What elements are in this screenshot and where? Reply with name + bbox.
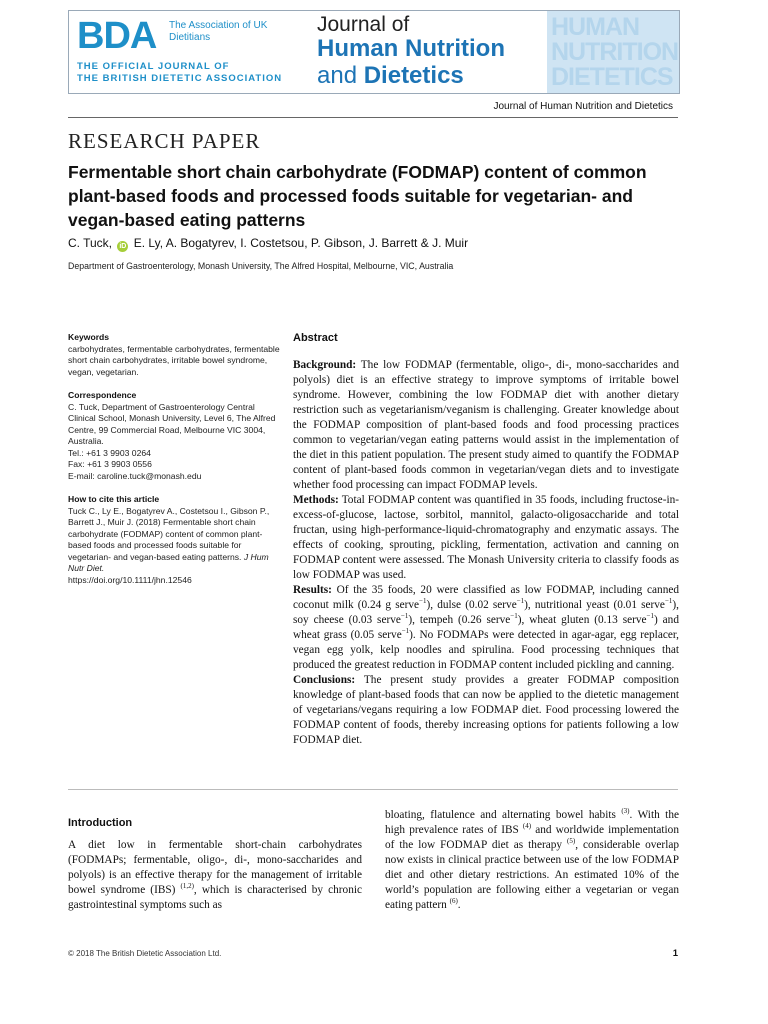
article-sidebar <box>68 332 280 598</box>
abstract-heading: Abstract <box>293 332 338 344</box>
conclusions-label: Conclusions: <box>293 674 356 686</box>
author-rest: E. Ly, A. Bogatyrev, I. Costetsou, P. Gibson, J. Barrett & J. Muir <box>133 236 469 250</box>
abstract-conclusions <box>293 673 679 748</box>
cover-word-2: NUTRITION <box>551 38 679 66</box>
correspondence-email[interactable]: E-mail: caroline.tuck@monash.edu <box>68 470 202 481</box>
journal-wordmark-line-3 <box>317 62 464 90</box>
citation-section <box>68 494 280 586</box>
page-number: 1 <box>672 948 678 959</box>
citation-ref[interactable]: (3) <box>621 807 630 816</box>
superscript: −1 <box>664 597 673 606</box>
citation-body: Tuck C., Ly E., Bogatyrev A., Costetsou I., Gibson P., Barrett J., Muir J. (2018) Fermentable short chain carbohydrate (FODMAP) content of common plant-based foods and processed foods suitable for vegetarian- and vegan-based eating patterns. <box>68 505 270 562</box>
citation-journal: J Hum Nutr Diet. <box>68 551 269 573</box>
running-head: Journal of Human Nutrition and Dietetics <box>493 101 673 112</box>
correspondence-address: C. Tuck, Department of Gastroenterology Central Clinical School, Monash University, Level 6, The Alfred Centre, 99 Commercial Road, Melbourne VIC 3004, Australia. <box>68 401 276 446</box>
body-text: . <box>457 899 461 911</box>
methods-label: Methods: <box>293 494 339 506</box>
section-heading-introduction: Introduction <box>68 817 133 829</box>
body-text: A diet low in fermentable short-chain carbohydrates (FODMAPs; fermentable, oligo-, di-, mono-saccharides and polyols) is an effective therapy for the management of irritable bowel syndrome (IBS) <box>68 839 362 896</box>
superscript: −1 <box>401 627 410 636</box>
author-list <box>68 236 468 252</box>
divider <box>68 117 678 118</box>
correspondence-section <box>68 390 280 482</box>
body-text: , which is characterised by chronic gastrointestinal symptoms such as <box>68 884 363 911</box>
results-text-6: ), wheat gluten (0.13 serve <box>517 614 647 626</box>
results-text-2: ), dulse (0.02 serve <box>426 599 517 611</box>
citation-ref[interactable]: (6) <box>449 897 458 906</box>
background-text: The low FODMAP (fermentable, oligo-, di-, mono-saccharides and polyols) diet is an effective strategy to improve symptoms of irritable bowel syndrome. However, combining the low FODMAP diet with another dietary restriction such as vegetarianism/veganism is challenging. Greater knowledge about the FODMAP composition of plant-based foods and food processing practices common to vegetarian/vegan eating patterns would assist in the implementation of the diet in this patient population. The present study aimed to quantify the FODMAP content of plant-based foods common in vegetarian/vegan diets and to investigate whether food processing can impact FODMAP levels. <box>293 359 679 491</box>
correspondence-fax: Fax: +61 3 9903 0556 <box>68 459 152 469</box>
results-text-1: Of the 35 foods, 20 were classified as low FODMAP, including canned coconut milk (0.24 g serve <box>293 584 680 611</box>
body-column-right <box>385 808 679 913</box>
keywords-text: carbohydrates, fermentable carbohydrates, fermentable short chain carbohydrates, irritable bowel syndrome, vegan, vegetarian. <box>68 343 280 377</box>
correspondence-heading: Correspondence <box>68 390 137 400</box>
results-text-4: ), soy cheese (0.03 serve <box>293 599 679 626</box>
abstract <box>293 331 679 748</box>
results-text-3: ), nutritional yeast (0.01 serve <box>524 599 665 611</box>
footer-copyright: © 2018 The British Dietetic Association Ltd. <box>68 949 222 958</box>
bda-logo: BDA <box>77 15 157 57</box>
correspondence-tel: Tel.: +61 3 9903 0264 <box>68 447 151 458</box>
article-title: Fermentable short chain carbohydrate (FODMAP) content of common plant-based foods and processed foods suitable for vegetarian- and vegan-based eating patterns <box>68 162 647 230</box>
author-first: C. Tuck, <box>68 236 113 250</box>
journal-wordmark-dietetics: Dietetics <box>363 62 464 89</box>
results-label: Results: <box>293 584 332 596</box>
keywords-heading: Keywords <box>68 332 110 342</box>
body-text: . With the high prevalence rates of IBS <box>385 809 679 836</box>
bda-association-name: The Association of UK Dietitians <box>169 20 268 43</box>
journal-banner <box>68 10 680 94</box>
citation-heading: How to cite this article <box>68 494 160 504</box>
results-text-5: ), tempeh (0.26 serve <box>408 614 511 626</box>
superscript: −1 <box>510 612 518 621</box>
article-type: RESEARCH PAPER <box>68 129 261 153</box>
citation-text <box>68 506 280 575</box>
citation-ref[interactable]: (5) <box>567 837 576 846</box>
journal-wordmark-and: and <box>317 62 364 89</box>
superscript: −1 <box>516 597 525 606</box>
cover-word-3: DIETETICS <box>551 63 673 91</box>
affiliation: Department of Gastroenterology, Monash University, The Alfred Hospital, Melbourne, VIC, Australia <box>68 261 454 271</box>
superscript: −1 <box>646 612 654 621</box>
citation-doi-link[interactable]: https://doi.org/10.1111/jhn.12546 <box>68 574 192 585</box>
journal-wordmark-line-1: Journal of <box>317 13 410 36</box>
official-line-1: THE OFFICIAL JOURNAL OF <box>77 61 230 72</box>
journal-cover-graphic <box>547 11 679 93</box>
cover-word-1: HUMAN <box>551 13 640 41</box>
divider <box>68 789 678 790</box>
abstract-background <box>293 358 679 493</box>
citation-ref[interactable]: (4) <box>522 822 532 831</box>
superscript: −1 <box>400 612 409 621</box>
abstract-results <box>293 583 679 673</box>
official-line-2: THE BRITISH DIETETIC ASSOCIATION <box>77 73 283 84</box>
background-label: Background: <box>293 359 357 371</box>
orcid-icon[interactable]: iD <box>119 243 127 250</box>
body-text: bloating, flatulence and alternating bowel habits <box>385 809 616 821</box>
bda-logo-block <box>69 11 301 93</box>
keywords-section <box>68 332 280 378</box>
results-text-8: ). No FODMAPs were detected in agar-agar, egg replacer, vegan egg yolk, kelp noodles and spirulina. Food processing techniques that produced the greatest reduction in FODMAP content included pickling and canning. <box>293 629 679 671</box>
superscript: −1 <box>419 597 427 606</box>
bda-official-journal <box>77 61 282 85</box>
journal-wordmark <box>317 13 543 93</box>
abstract-methods <box>293 493 679 583</box>
conclusions-text: The present study provides a greater FODMAP composition knowledge of plant-based foods that can now be applied to the dietetic management of vegetarians/vegans requiring a low FODMAP diet. Food processing lowered the FODMAP content of foods, thereby increasing options for patients following a low FODMAP diet. <box>293 674 679 746</box>
citation-ref[interactable]: (1,2) <box>180 882 194 891</box>
body-text: , considerable overlap now exists in clinical practice between use of the low FODMAP diet and other dietary restrictions. An estimated 10% of the world’s population are following either a vegetarian or vegan eating pattern <box>385 839 679 911</box>
results-text-7: ) and wheat grass (0.05 serve <box>293 614 679 641</box>
methods-text: Total FODMAP content was quantified in 35 foods, including fructose-in-excess-of-glucose, lactose, sorbitol, mannitol, galacto-oligosaccharide and total fructan, using high-performance-liquid-chromatography and enzymatic assays. The effects of cooking, sprouting, pickling, fermentation, activation and canning on FODMAP content were assessed. The Monash University criteria to classify foods as low FODMAP was used. <box>293 494 680 581</box>
body-text: and worldwide implementation of the low FODMAP diet as therapy <box>385 824 679 851</box>
journal-wordmark-line-2: Human Nutrition <box>317 35 505 62</box>
body-column-left <box>68 838 362 913</box>
